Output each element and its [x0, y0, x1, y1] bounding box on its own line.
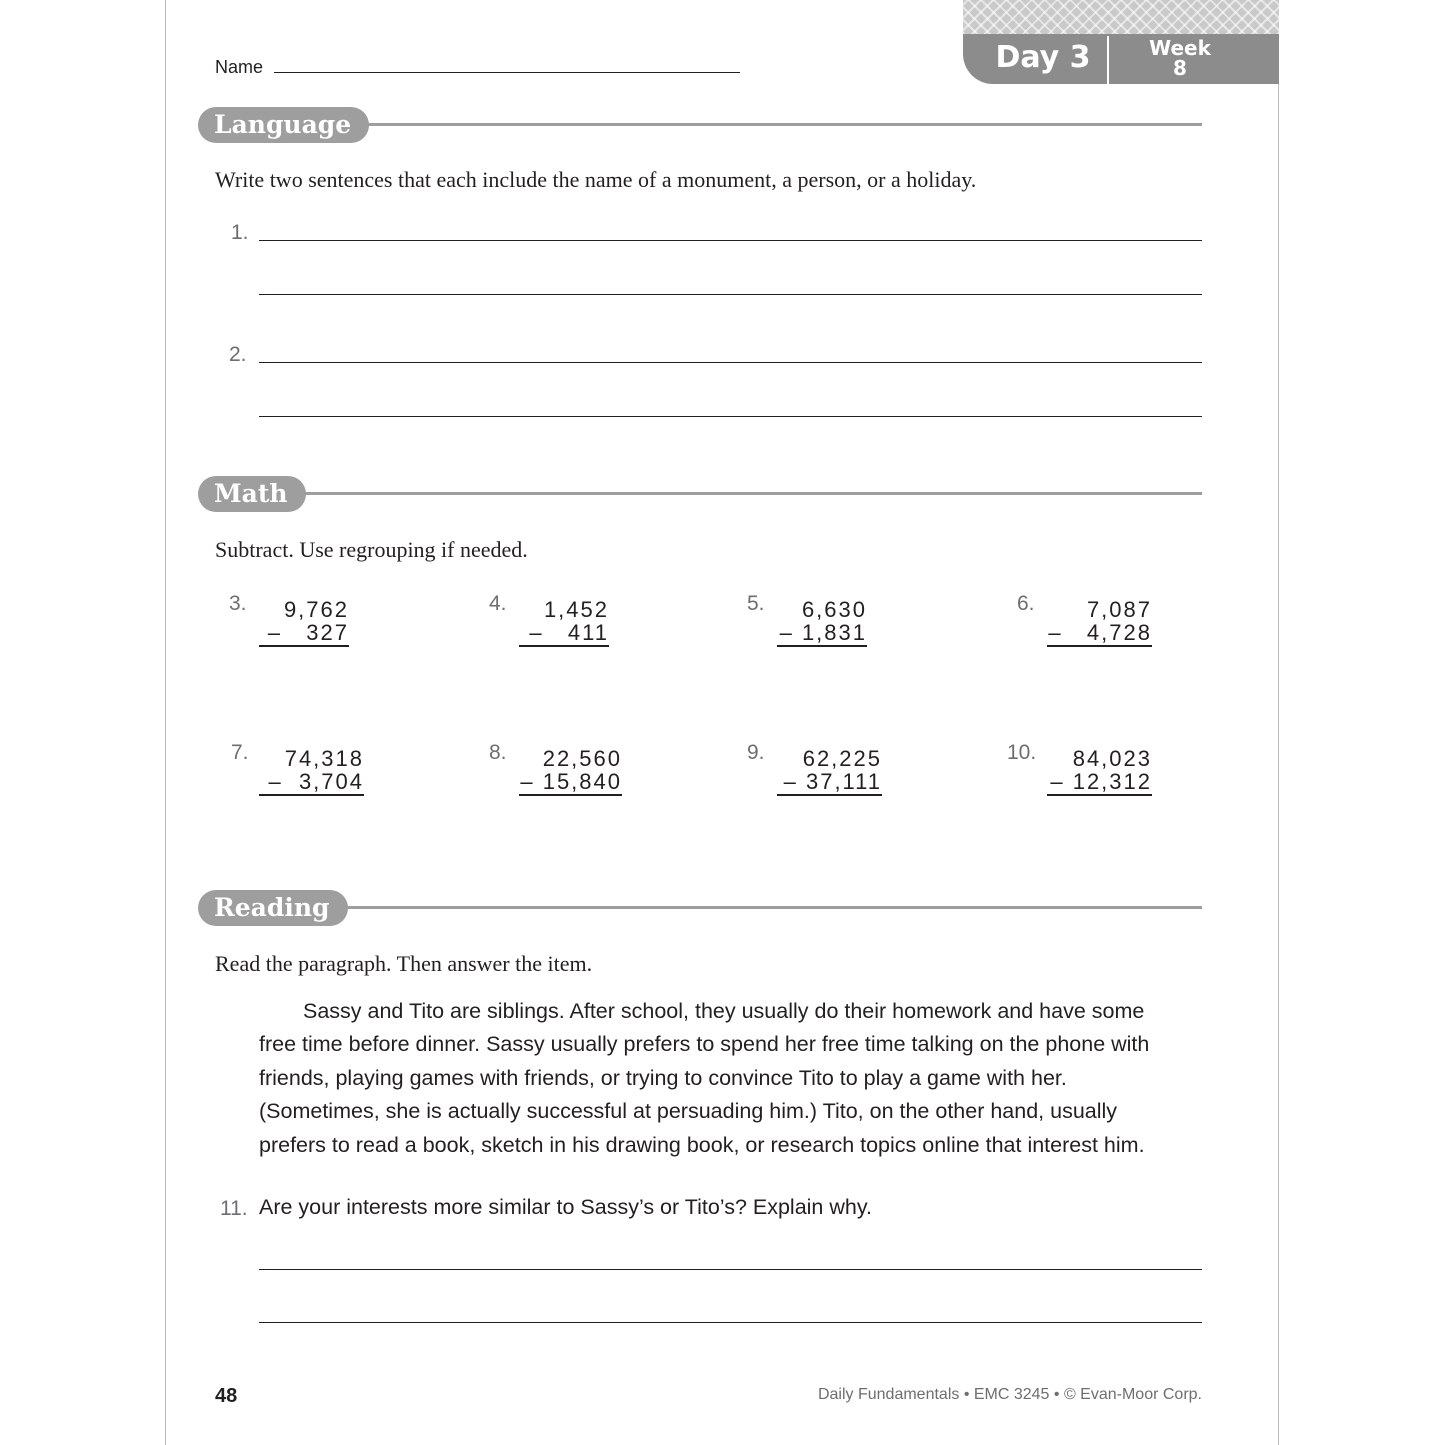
subtrahend: – 15,840	[520, 769, 622, 794]
subtrahend: – 3,704	[259, 770, 364, 796]
language-item-2-number: 2.	[229, 343, 247, 366]
problem-stack	[259, 598, 349, 647]
problem-number: 3.	[229, 592, 247, 615]
language-rule	[360, 123, 1202, 126]
page-number: 48	[215, 1385, 238, 1407]
tab-pattern	[963, 0, 1279, 34]
footer-credit: Daily Fundamentals • EMC 3245 • © Evan-Moor Corp.	[817, 1386, 1202, 1403]
subtrahend: – 327	[259, 621, 349, 647]
answer-line[interactable]	[259, 240, 1202, 241]
math-rule	[294, 492, 1202, 495]
math-section-title: Math	[198, 476, 306, 512]
subtrahend: – 12,312	[1047, 770, 1152, 796]
minuend: 84,023	[1072, 746, 1152, 771]
problem-stack	[1047, 598, 1152, 647]
problem-number: 9.	[747, 741, 765, 764]
language-instruction: Write two sentences that each include the name of a monument, a person, or a holiday.	[215, 167, 977, 192]
subtrahend: – 411	[519, 621, 609, 647]
reading-instruction: Read the paragraph. Then answer the item.	[215, 951, 593, 976]
tab-divider	[1107, 36, 1109, 84]
problem-number: 10.	[1007, 741, 1037, 764]
problem-number: 4.	[489, 592, 507, 615]
day-label: Day 3	[995, 40, 1091, 75]
problem-stack	[777, 747, 882, 796]
week-word: Week	[1149, 36, 1211, 60]
problem-number: 7.	[231, 741, 249, 764]
minuend: 1,452	[543, 597, 609, 622]
minuend: 22,560	[542, 746, 622, 771]
reading-paragraph: Sassy and Tito are siblings. After school, they usually do their homework and have some free time before dinner. Sassy usually prefers to spend her free time talking on the phone with friends, playing games with friends, or trying to convince Tito to play a game with her. (Sometimes, she is actually successful at persuading him.) Tito, on the other hand, usually prefers to read a book, sketch in his drawing book, or research topics online that interest him.	[259, 999, 1150, 1157]
minuend: 6,630	[801, 597, 867, 622]
minuend: 9,762	[283, 597, 349, 622]
minuend: 74,318	[284, 746, 364, 771]
answer-line[interactable]	[259, 294, 1202, 295]
day-week-tab	[963, 0, 1279, 84]
reading-question: Are your interests more similar to Sassy’s or Tito’s? Explain why.	[259, 1195, 872, 1219]
language-section-title: Language	[198, 107, 369, 143]
reading-rule	[338, 906, 1202, 909]
week-label	[1113, 38, 1247, 78]
name-label: Name	[215, 57, 264, 77]
name-field-line[interactable]	[274, 72, 740, 73]
subtrahend: – 1,831	[777, 621, 867, 647]
math-instruction: Subtract. Use regrouping if needed.	[215, 537, 528, 562]
problem-stack	[519, 598, 609, 647]
week-number: 8	[1173, 56, 1187, 80]
problem-number: 5.	[747, 592, 765, 615]
minuend: 62,225	[802, 746, 882, 771]
answer-line[interactable]	[259, 416, 1202, 417]
subtrahend: – 37,111	[777, 770, 882, 796]
problem-number: 6.	[1017, 592, 1035, 615]
problem-stack	[777, 598, 867, 647]
minuend: 7,087	[1086, 597, 1152, 622]
reading-section-title: Reading	[198, 890, 348, 926]
answer-line[interactable]	[259, 362, 1202, 363]
answer-line[interactable]	[259, 1269, 1202, 1270]
language-item-1-number: 1.	[231, 221, 249, 244]
page-edge-left	[165, 0, 166, 1445]
answer-line[interactable]	[259, 1322, 1202, 1323]
question-number: 11.	[220, 1197, 248, 1220]
problem-stack	[519, 747, 622, 796]
problem-stack	[259, 747, 364, 796]
problem-stack	[1047, 747, 1152, 796]
problem-number: 8.	[489, 741, 507, 764]
subtrahend: – 4,728	[1048, 620, 1152, 645]
page-edge-right	[1278, 0, 1279, 1445]
